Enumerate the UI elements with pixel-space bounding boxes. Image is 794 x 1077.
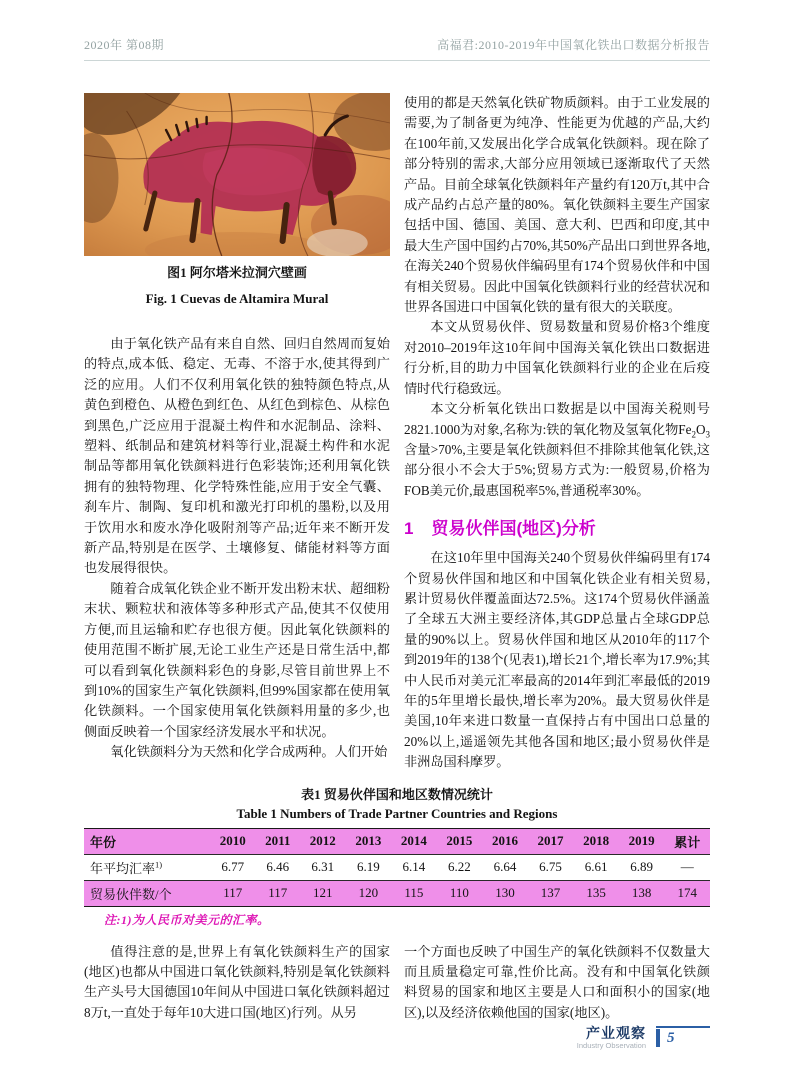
header-running-title: 高福君:2010-2019年中国氧化铁出口数据分析报告 bbox=[437, 38, 710, 52]
exchange-rate-cell: 6.61 bbox=[573, 854, 619, 880]
partner-count-cell: 135 bbox=[573, 880, 619, 906]
chem-subscript: 3 bbox=[705, 429, 710, 440]
footer-section-label bbox=[577, 1026, 646, 1051]
figure-caption-zh: 图1 阿尔塔米拉洞穴壁画 bbox=[167, 265, 307, 280]
page-number-bar bbox=[656, 1029, 660, 1047]
header-issue: 2020年 第08期 bbox=[84, 38, 165, 52]
table-1-block bbox=[84, 785, 710, 928]
figure-caption-en: Fig. 1 Cuevas de Altamira Mural bbox=[145, 291, 329, 306]
header-cell-2014: 2014 bbox=[391, 828, 437, 854]
main-columns bbox=[84, 93, 710, 773]
footer-section-en: Industry Observation bbox=[576, 1041, 646, 1050]
header-cell-total: 累计 bbox=[664, 828, 710, 854]
left-paragraph-1: 由于氧化铁产品有来自自然、回归自然周而复始的特点,成本低、稳定、无毒、不溶于水,使其得到广泛的应用。人们不仅利用氧化铁的独特颜色特点,从黄色到橙色、从橙色到红色、从红色到棕色、从棕色到黑色,广泛应用于混凝土构件和水泥制品、涂料、塑料、纸制品和建筑材料等行业,混凝土构件和水泥制品等都用氧化铁颜料进行色彩装饰;还利用氧化铁拥有的独特物理、化学特殊性能,应用于安全气囊、刹车片、制陶、复印机和激光打印机的墨粉,以及用于饮用水和废水净化吸附剂等产品;近年来不断开发新产品,特别是在医学、土壤修复、储能材料等方面也发展得很快。 bbox=[84, 336, 390, 576]
right-paragraph-3: 本文分析氧化铁出口数据是以中国海关税则号2821.1000为对象,名称为:铁的氧化物及氢氧化物$Fe_2O_3$含量>70%,主要是氧化铁颜料但不排除其他氧化铁,这部分很小不会大于5%;贸易方式为:一般贸易,价格为FOB美元价,最惠国税率5%,普通税率30%。 bbox=[404, 401, 710, 498]
exchange-rate-cell: 6.31 bbox=[300, 854, 346, 880]
bottom-left-paragraph: 值得注意的是,世界上有氧化铁颜料生产的国家(地区)也都从中国进口氧化铁颜料,特别是氧化铁颜料生产头号大国德国10年间从中国进口氧化铁颜料超过8万t,一直处于每年10大进口国(地区)行列。从另 bbox=[84, 943, 390, 1020]
partner-count-cell: 115 bbox=[391, 880, 437, 906]
section-1-heading bbox=[404, 514, 710, 539]
exchange-rate-cell: 6.46 bbox=[256, 854, 300, 880]
exchange-rate-cell: 6.14 bbox=[391, 854, 437, 880]
bottom-column-left bbox=[84, 942, 390, 1024]
figure-1 bbox=[84, 93, 390, 308]
section-1-paragraph-1: 在这10年里中国海关240个贸易伙伴编码里有174个贸易伙伴国和地区和中国氧化铁企业有相关贸易,累计贸易伙伴覆盖面达72.5%。这174个贸易伙伴涵盖了全球五大洲主要经济体,其GDP总量占全球GDP总量的90%以上。贸易伙伴国和地区从2010年的117个到2019年的138个(见表1),增长21个,增长率为17.9%;其中人民币对美元汇率最高的2014年到汇率最低的2019年的5年里增长最快,增长率为20%。最大贸易伙伴是美国,10年来进口数量一直保持占有中国出口总量的20%以上,遥遥领先其他各国和地区;最小贸易伙伴是非洲岛国科摩罗。 bbox=[404, 550, 710, 770]
column-right bbox=[404, 93, 710, 773]
page-number: 5 bbox=[667, 1030, 675, 1046]
partner-count-cell: 117 bbox=[256, 880, 300, 906]
header-cell-2018: 2018 bbox=[573, 828, 619, 854]
footnote-marker: 1) bbox=[155, 859, 163, 870]
header-cell-2019: 2019 bbox=[619, 828, 665, 854]
exchange-rate-cell: 6.64 bbox=[482, 854, 528, 880]
right-paragraph-1: 使用的都是天然氧化铁矿物质颜料。由于工业发展的需要,为了制备更为纯净、性能更为优越的产品,大约在100年前,又发展出化学合成氧化铁颜料。现在除了部分特别的需求,大部分应用领域已逐渐取代了天然产品。目前全球氧化铁颜料年产量约有120万t,其中合成产品约占总产量的80%。氧化铁颜料主要生产国家包括中国、德国、美国、意大利、巴西和印度,其中最大生产国中国约占70%,其50%产品出口到世界各地,在海关240个贸易伙伴编码里有174个贸易伙伴和中国有相关贸易。因此中国氧化铁颜料行业的经营状况和世界各国进口中国氧化铁的量有很大的关联度。 bbox=[404, 95, 710, 315]
header-cell-2012: 2012 bbox=[300, 828, 346, 854]
column-left bbox=[84, 93, 390, 773]
left-paragraph-2: 随着合成氧化铁企业不断开发出粉末状、超细粉末状、颗粒状和液体等多种形式产品,使其不仅使用方便,而且运输和贮存也很方便。因此氧化铁颜料的使用范围不断扩展,无论工业生产还是日常生活中,都可以看到氧化铁颜料彩色的身影,尽管目前世界上不到10%的国家生产氧化铁颜料,但99%国家都在使用氧化铁颜料。一个国家使用氧化铁颜料用量的多少,也侧面反映着一个国家经济发展水平和状况。 bbox=[84, 580, 390, 739]
partner-count-cell: 130 bbox=[482, 880, 528, 906]
partner-count-cell: 121 bbox=[300, 880, 346, 906]
header-cell-year: 年份 bbox=[84, 828, 210, 854]
partner-count-cell: 138 bbox=[619, 880, 665, 906]
row-label-partner-count: 贸易伙伴数/个 bbox=[84, 880, 210, 906]
table-row-partner-count bbox=[84, 880, 710, 906]
altamira-mural-image bbox=[84, 93, 390, 256]
table-caption-zh: 表1 贸易伙伴国和地区数情况统计 bbox=[301, 786, 493, 802]
figure-gap bbox=[84, 308, 390, 334]
section-number: 1 bbox=[404, 519, 414, 539]
table-row-exchange-rate bbox=[84, 854, 710, 880]
section-title: 贸易伙伴国(地区)分析 bbox=[431, 519, 596, 539]
exchange-rate-cell: 6.89 bbox=[619, 854, 665, 880]
table-footnote: 注:1)为人民币对美元的汇率。 bbox=[104, 912, 270, 927]
partner-count-cell: 120 bbox=[346, 880, 392, 906]
partner-count-cell: 137 bbox=[528, 880, 574, 906]
header-cell-2011: 2011 bbox=[256, 828, 300, 854]
header-cell-2016: 2016 bbox=[482, 828, 528, 854]
left-paragraph-3: 氧化铁颜料分为天然和化学合成两种。人们开始 bbox=[110, 744, 388, 760]
exchange-rate-cell: — bbox=[664, 854, 710, 880]
header-cell-2010: 2010 bbox=[210, 828, 256, 854]
page-number-box bbox=[656, 1026, 710, 1047]
partner-count-cell: 110 bbox=[437, 880, 483, 906]
exchange-rate-cell: 6.77 bbox=[210, 854, 256, 880]
exchange-rate-cell: 6.19 bbox=[346, 854, 392, 880]
table-header-row bbox=[84, 828, 710, 854]
exchange-rate-cell: 6.22 bbox=[437, 854, 483, 880]
page-footer bbox=[577, 1026, 710, 1051]
chem-subscript: 2 bbox=[691, 429, 696, 440]
exchange-rate-cell: 6.75 bbox=[528, 854, 574, 880]
bottom-columns bbox=[84, 942, 710, 1024]
page-header bbox=[84, 0, 710, 61]
header-cell-2015: 2015 bbox=[437, 828, 483, 854]
bottom-column-right bbox=[404, 942, 710, 1024]
trade-partners-table bbox=[84, 828, 710, 907]
row-label-exchange-rate: 年平均汇率$^{1)}$ bbox=[84, 854, 210, 880]
header-cell-2017: 2017 bbox=[528, 828, 574, 854]
footer-section-zh: 产业观察 bbox=[586, 1025, 646, 1041]
right-paragraph-2: 本文从贸易伙伴、贸易数量和贸易价格3个维度对2010–2019年这10年间中国海关氧化铁出口数据进行分析,目的助力中国氧化铁颜料行业的企业在后疫情时代行稳致远。 bbox=[404, 319, 710, 396]
table-caption-en: Table 1 Numbers of Trade Partner Countries and Regions bbox=[236, 805, 558, 821]
bottom-right-paragraph: 一个方面也反映了中国生产的氧化铁颜料不仅数量大而且质量稳定可靠,性价比高。没有和中国氧化铁颜料贸易的国家和地区主要是人口和面积小的国家(地区),以及经济依赖他国的国家(地区)。 bbox=[404, 943, 710, 1020]
partner-count-cell: 117 bbox=[210, 880, 256, 906]
header-cell-2013: 2013 bbox=[346, 828, 392, 854]
partner-count-cell: 174 bbox=[664, 880, 710, 906]
